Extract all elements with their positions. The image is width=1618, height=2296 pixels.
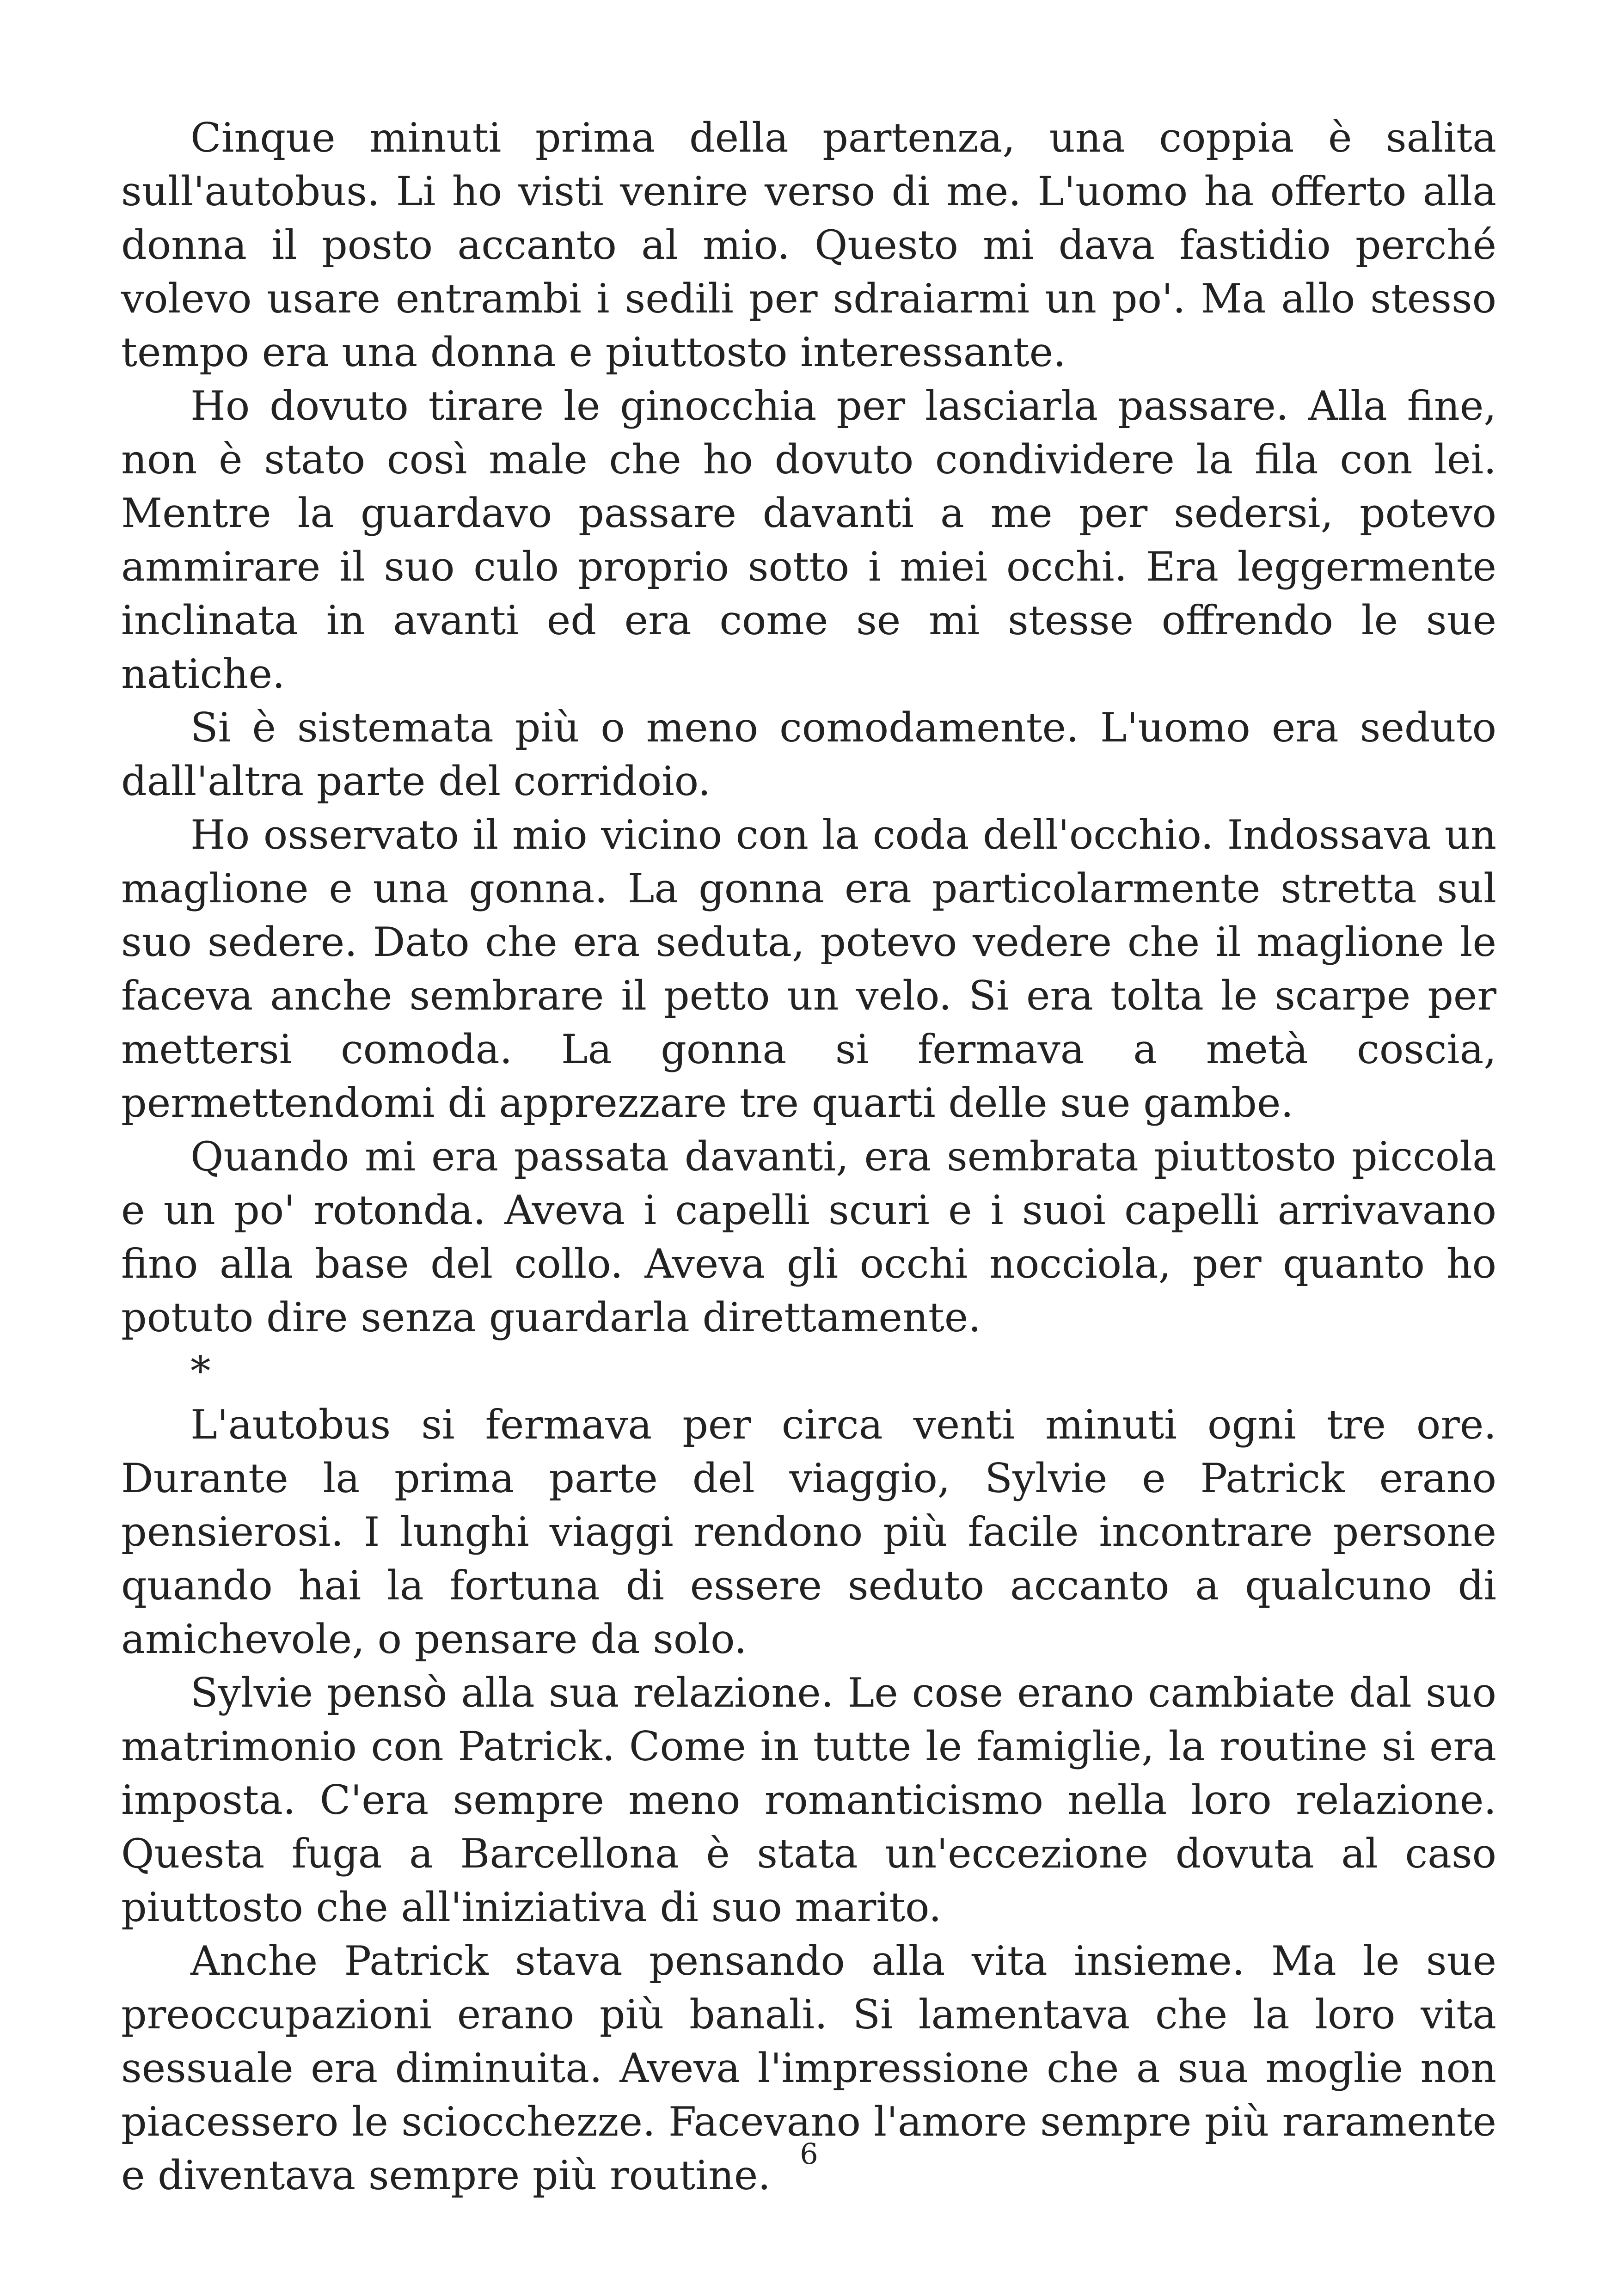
paragraph: Cinque minuti prima della partenza, una coppia è salita sull'autobus. Li ho visti venire verso di me. L'uomo ha offerto alla donna il posto accanto al mio. Questo mi dava fastidio perché volevo usare entrambi i sedili per sdraiarmi un po'. Ma allo stesso tempo era una donna e piuttosto interessante. (121, 114, 1496, 376)
paragraph: L'autobus si fermava per circa venti minuti ogni tre ore. Durante la prima parte del viaggio, Sylvie e Patrick erano pensierosi. I lunghi viaggi rendono più facile incontrare persone quando hai la fortuna di essere seduto accanto a qualcuno di amichevole, o pensare da solo. (121, 1401, 1496, 1663)
paragraph: Ho dovuto tirare le ginocchia per lasciarla passare. Alla fine, non è stato così male che ho dovuto condividere la fila con lei. Mentre la guardavo passare davanti a me per sedersi, potevo ammirare il suo culo proprio sotto i miei occhi. Era leggermente inclinata in avanti ed era come se mi stesse offrendo le sue natiche. (121, 382, 1496, 698)
paragraph: Si è sistemata più o meno comodamente. L'uomo era seduto dall'altra parte del corridoio. (121, 704, 1496, 805)
paragraph: Sylvie pensò alla sua relazione. Le cose erano cambiate dal suo matrimonio con Patrick. Come in tutte le famiglie, la routine si era imposta. C'era sempre meno romanticismo nella loro relazione. Questa fuga a Barcellona è stata un'eccezione dovuta al caso piuttosto che all'iniziativa di suo marito. (121, 1669, 1496, 1931)
scene-break: * (190, 1347, 211, 1395)
paragraph: Ho osservato il mio vicino con la coda dell'occhio. Indossava un maglione e una gonna. La gonna era particolarmente stretta sul suo sedere. Dato che era seduta, potevo vedere che il maglione le faceva anche sembrare il petto un velo. Si era tolta le scarpe per mettersi comoda. La gonna si fermava a metà coscia, permettendomi di apprezzare tre quarti delle sue gambe. (121, 811, 1496, 1127)
paragraph: Anche Patrick stava pensando alla vita insieme. Ma le sue preoccupazioni erano più banali. Si lamentava che la loro vita sessuale era diminuita. Aveva l'impressione che a sua moglie non piacessero le sciocchezze. Facevano l'amore sempre più raramente e diventava sempre più routine. (121, 1937, 1496, 2199)
body-text (121, 111, 1496, 2202)
page-number: 6 (800, 2137, 818, 2171)
paragraph: Quando mi era passata davanti, era sembrata piuttosto piccola e un po' rotonda. Aveva i capelli scuri e i suoi capelli arrivavano fino alla base del collo. Aveva gli occhi nocciola, per quanto ho potuto dire senza guardarla direttamente. (121, 1133, 1496, 1341)
